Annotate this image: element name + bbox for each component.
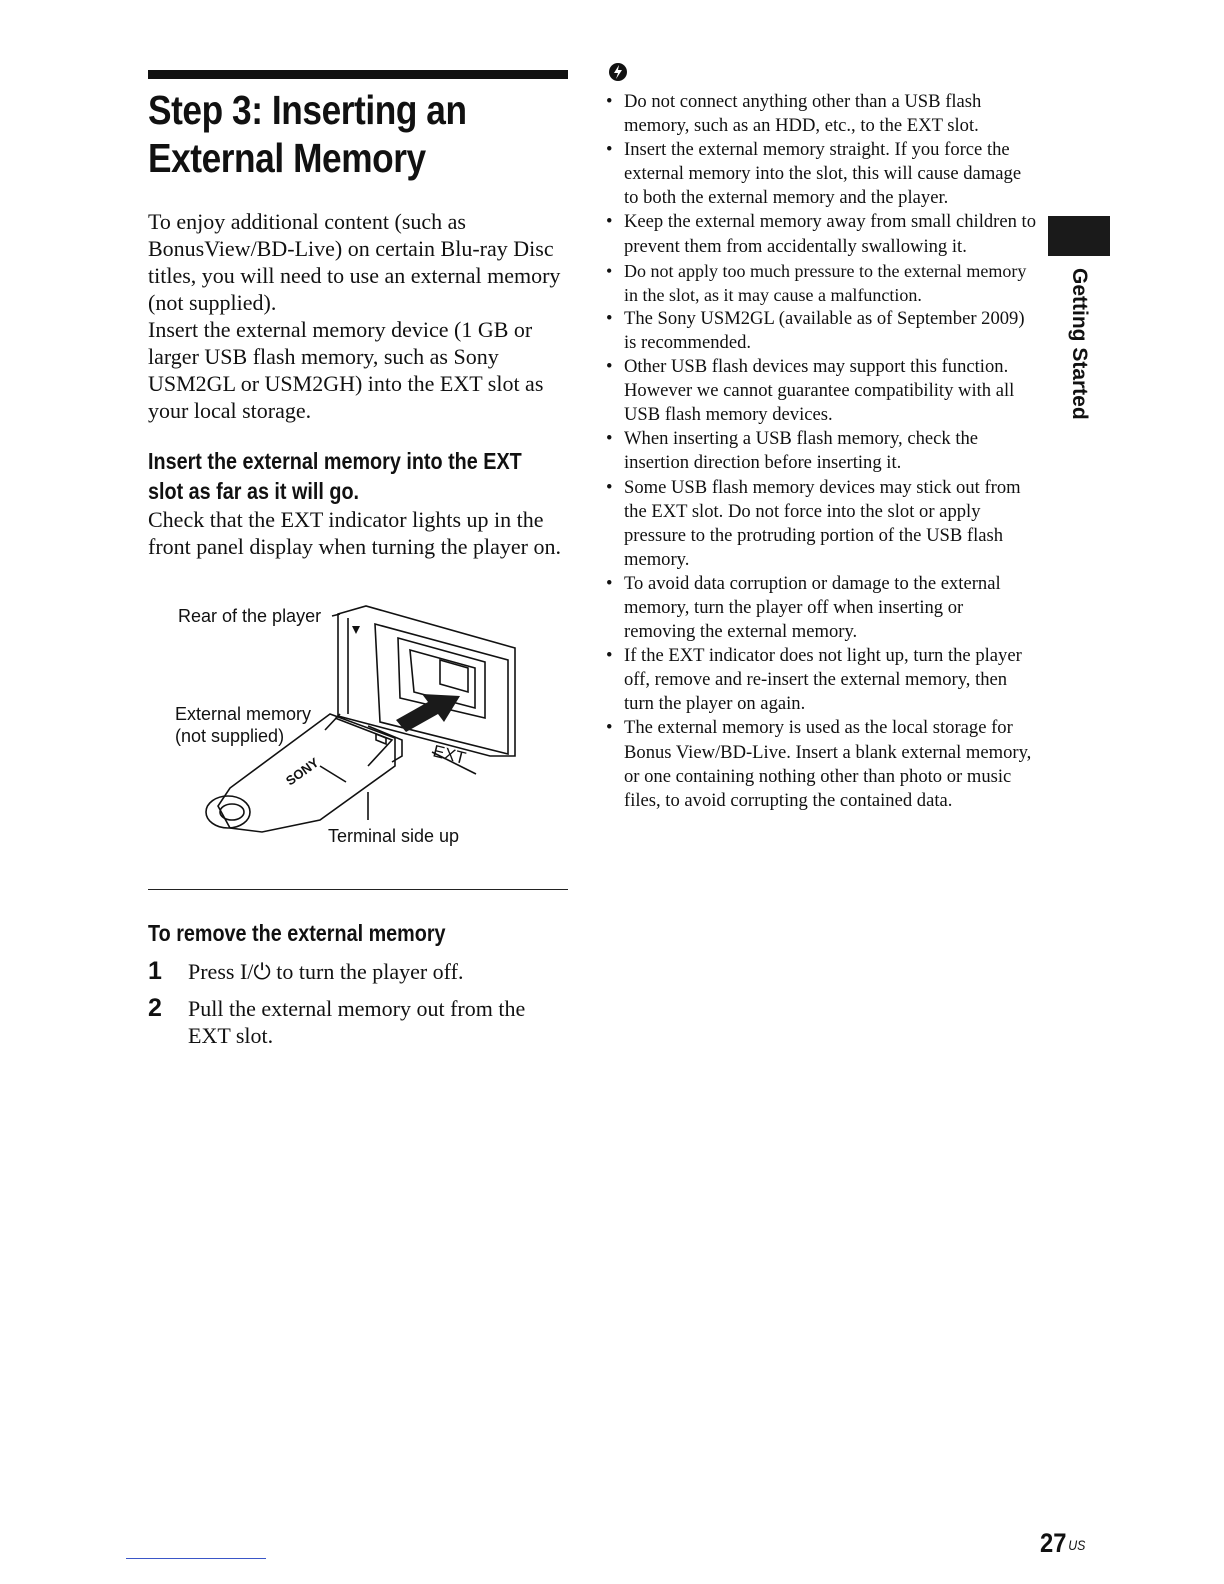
note-item: • When inserting a USB flash memory, check the insertion direction before inserting it. xyxy=(606,427,1036,475)
note-item: • The Sony USM2GL (available as of September 2009) is recommended. xyxy=(606,307,1036,355)
title-rule xyxy=(148,70,568,79)
intro-text xyxy=(148,208,568,424)
notes-list xyxy=(606,90,1036,813)
ext-slot-label: EXT xyxy=(431,741,468,768)
page-number-suffix: US xyxy=(1068,1537,1086,1553)
intro-paragraph-2: Insert the external memory device (1 GB or larger USB flash memory, such as Sony USM2GL or USM2GH) into the EXT slot as your local storage. xyxy=(148,317,544,423)
page-title-line1: Step 3: Inserting an xyxy=(148,87,467,133)
note-item: • Some USB flash memory devices may stick out from the EXT slot. Do not force into the slot or apply pressure to the protruding portion of the USB flash memory. xyxy=(606,476,1036,572)
note-item: • To avoid data corruption or damage to the external memory, turn the player off when inserting or removing the external memory. xyxy=(606,572,1036,644)
notes-icon xyxy=(606,60,630,84)
step-number: 2 xyxy=(148,994,162,1022)
step-item xyxy=(148,958,568,985)
pointer-arrow-icon xyxy=(352,626,360,634)
section-divider xyxy=(148,889,568,890)
note-item: • If the EXT indicator does not light up, turn the player off, remove and re-insert the external memory, then turn the player on again. xyxy=(606,644,1036,716)
note-item: • Insert the external memory straight. If you force the external memory into the slot, this will cause damage to both the external memory and the player. xyxy=(606,138,1036,210)
usb-insertion-figure xyxy=(170,596,550,866)
usb-groove xyxy=(320,766,346,782)
page-title xyxy=(148,86,518,182)
footer-rule xyxy=(126,1558,266,1559)
label-rear-of-player: Rear of the player xyxy=(178,606,322,626)
remove-heading: To remove the external memory xyxy=(148,920,446,946)
usb-top-edge xyxy=(335,718,392,766)
note-item: • Do not connect anything other than a USB flash memory, such as an HDD, etc., to the EXT slot. xyxy=(606,90,1036,138)
slot-frame xyxy=(375,624,508,754)
section-marker xyxy=(1048,216,1110,256)
note-item: • Keep the external memory away from small children to prevent them from accidentally swallowing it. xyxy=(606,210,1036,258)
usb-plug-hole xyxy=(376,734,386,744)
page-number-value: 27 xyxy=(1040,1528,1067,1558)
label-not-supplied: (not supplied) xyxy=(175,726,285,746)
insert-heading: Insert the external memory into the EXT slot as far as it will go. xyxy=(148,448,522,504)
page-number xyxy=(1040,1528,1085,1558)
step-text: Pull the external memory out from the EXT slot. xyxy=(188,996,526,1048)
step-text: Press I/⏻ to turn the player off. xyxy=(188,959,464,984)
section-tab-label: Getting Started xyxy=(1068,268,1091,420)
note-item: • Do not apply too much pressure to the external memory in the slot, as it may cause a malfunction. xyxy=(606,259,1036,307)
intro-paragraph-1: To enjoy additional content (such as BonusView/BD-Live) on certain Blu-ray Disc titles, you will need to use an external memory (not supplied). xyxy=(148,209,561,315)
note-item: • The external memory is used as the local storage for Bonus View/BD-Live. Insert a blank external memory, or one containing nothing other than photo or music files, to avoid corrupting the contained data. xyxy=(606,716,1036,812)
insert-body: Check that the EXT indicator lights up in the front panel display when turning the player on. xyxy=(148,507,562,559)
note-item: • Other USB flash devices may support this function. However we cannot guarantee compatibility with all USB flash memory devices. xyxy=(606,355,1036,427)
page-title-line2: External Memory xyxy=(148,135,426,181)
label-external-memory: External memory xyxy=(175,704,312,724)
remove-steps xyxy=(148,958,568,1059)
sony-brand-label: SONY xyxy=(282,754,322,789)
usb-cap-loop-inner xyxy=(220,804,244,820)
label-terminal-side-up: Terminal side up xyxy=(328,826,460,846)
step-item xyxy=(148,995,568,1049)
step-number: 1 xyxy=(148,957,162,985)
